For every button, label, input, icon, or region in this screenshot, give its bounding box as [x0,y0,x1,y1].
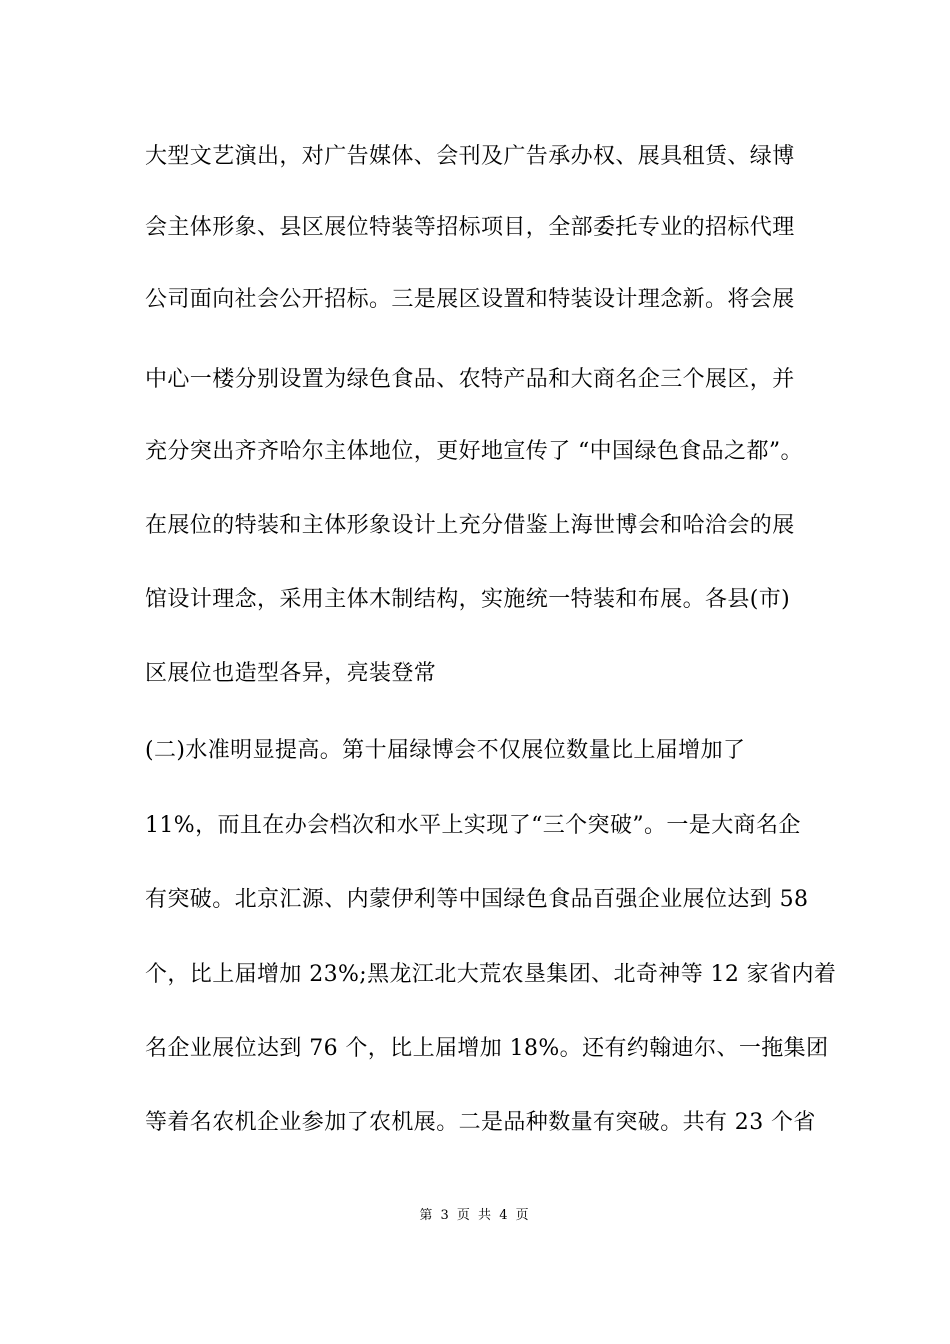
text-line: 馆设计理念，采用主体木制结构，实施统一特装和布展。各县(市) [145,587,791,612]
text-line: 大型文艺演出，对广告媒体、会刊及广告承办权、展具租赁、绿博 [145,144,795,169]
text-line: (二)水准明显提高。第十届绿博会不仅展位数量比上届增加了 [145,738,746,763]
text-line: 个，比上届增加 23%;黑龙江北大荒农垦集团、北奇神等 12 家省内着 [145,962,837,987]
text-line: 中心一楼分别设置为绿色食品、农特产品和大商名企三个展区，并 [145,367,795,392]
text-line: 公司面向社会公开招标。三是展区设置和特装设计理念新。将会展 [145,287,795,312]
text-line: 等着名农机企业参加了农机展。二是品种数量有突破。共有 23 个省 [145,1110,816,1135]
text-line: 名企业展位达到 76 个，比上届增加 18%。还有约翰迪尔、一拖集团 [145,1036,829,1061]
text-line: 在展位的特装和主体形象设计上充分借鉴上海世博会和哈洽会的展 [145,513,795,538]
text-line: 会主体形象、县区展位特装等招标项目，全部委托专业的招标代理 [145,215,795,240]
page-footer: 第 3 页 共 4 页 [419,1208,531,1223]
text-line: 11%，而且在办会档次和水平上实现了“三个突破”。一是大商名企 [145,813,801,838]
text-line: 区展位也造型各异，亮装登常 [145,661,437,686]
text-line: 有突破。北京汇源、内蒙伊利等中国绿色食品百强企业展位达到 58 [145,887,809,912]
text-line: 充分突出齐齐哈尔主体地位，更好地宣传了 “中国绿色食品之都”。 [145,439,803,464]
